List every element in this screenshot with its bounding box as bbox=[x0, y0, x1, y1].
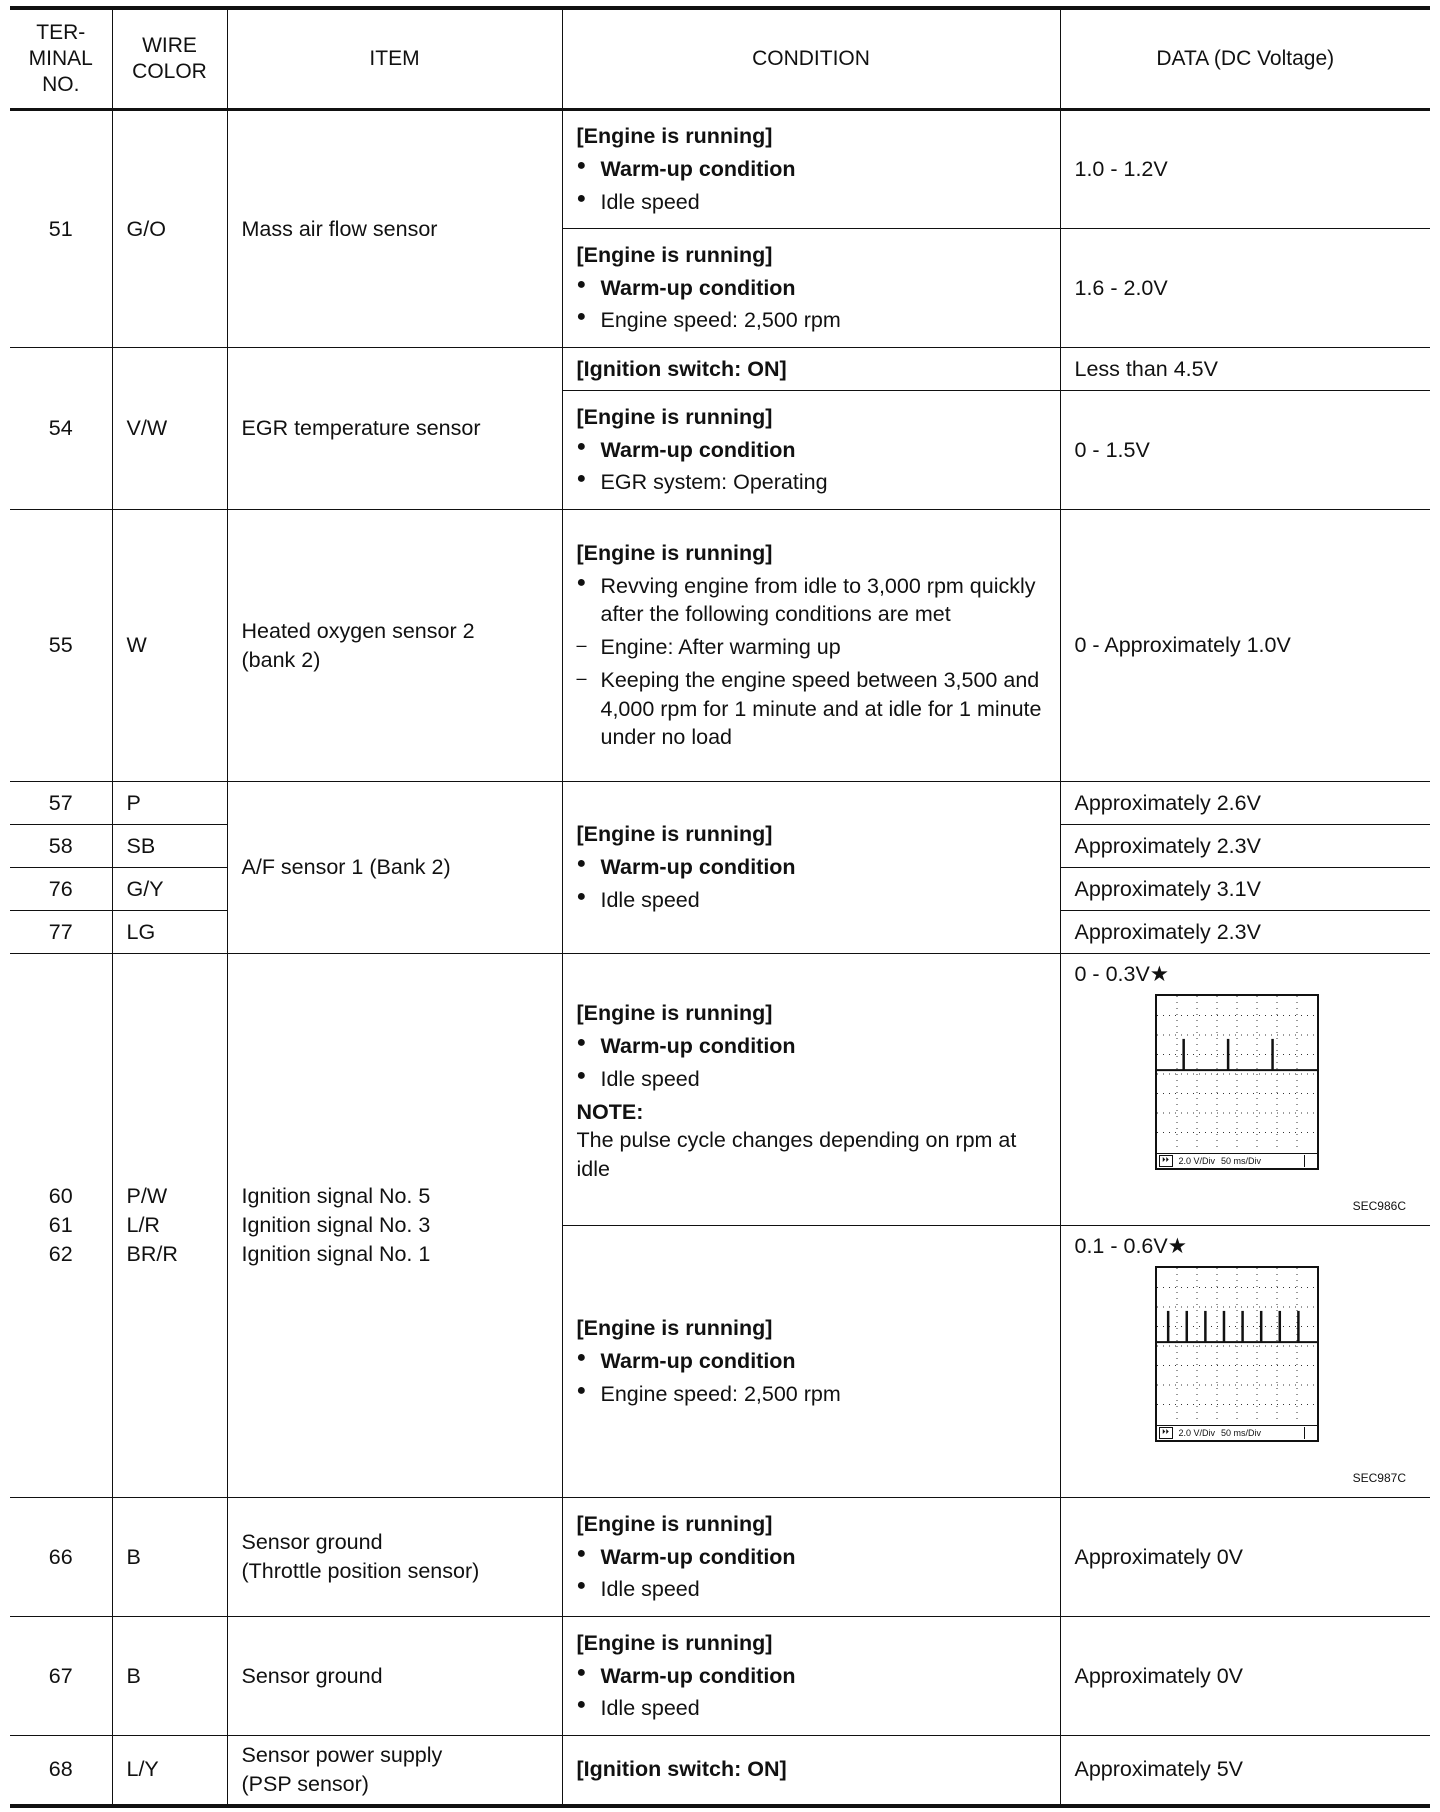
bullet: ● Warm-up condition bbox=[576, 437, 796, 462]
condition-header: [Engine is running] bbox=[576, 1630, 773, 1655]
condition-header: [Engine is running] bbox=[576, 1511, 773, 1536]
scope-label bbox=[1157, 1425, 1317, 1440]
wire-color-cell: P/W L/R BR/R bbox=[112, 954, 227, 1498]
bullet: ● Idle speed bbox=[576, 887, 700, 912]
wire-color-cell: B bbox=[112, 1617, 227, 1736]
data-cell: 0 - Approximately 1.0V bbox=[1060, 510, 1430, 782]
scope-box bbox=[1304, 1427, 1317, 1439]
bullet: ● Engine speed: 2,500 rpm bbox=[576, 1381, 841, 1406]
condition-cell bbox=[562, 510, 1060, 782]
data-cell bbox=[1060, 954, 1430, 1226]
data-cell: Approximately 5V bbox=[1060, 1736, 1430, 1806]
wire-color-cell: W bbox=[112, 510, 227, 782]
condition-cell bbox=[562, 348, 1060, 391]
table-row bbox=[10, 348, 1430, 391]
terminal-cell: 68 bbox=[10, 1736, 112, 1806]
probe-icon: ⏵⏵ bbox=[1159, 1427, 1173, 1439]
scope-time: 50 ms/Div bbox=[1221, 1427, 1262, 1438]
item-cell: Heated oxygen sensor 2 (bank 2) bbox=[227, 510, 562, 782]
data-cell: 1.6 - 2.0V bbox=[1060, 229, 1430, 348]
note-text: The pulse cycle changes depending on rpm at idle bbox=[576, 1128, 1017, 1182]
bullet: ● Warm-up condition bbox=[576, 157, 796, 182]
terminal-cell: 58 bbox=[10, 825, 112, 868]
bullet: ● Revving engine from idle to 3,000 rpm quickly after the following conditions are met bbox=[576, 573, 1036, 627]
wire-color-cell: B bbox=[112, 1498, 227, 1617]
sub-bullet: – Engine: After warming up bbox=[576, 635, 841, 660]
bullet: ● Idle speed bbox=[576, 1696, 700, 1721]
terminal-cell: 66 bbox=[10, 1498, 112, 1617]
scope-block bbox=[1074, 954, 1417, 1213]
table-row bbox=[10, 954, 1430, 1226]
bullet: ● EGR system: Operating bbox=[576, 470, 828, 495]
condition-header: [Engine is running] bbox=[576, 1316, 773, 1341]
condition-header: [Engine is running] bbox=[576, 540, 773, 565]
terminal-cell: 67 bbox=[10, 1617, 112, 1736]
wire-color-cell: L/Y bbox=[112, 1736, 227, 1806]
data-cell: Approximately 0V bbox=[1060, 1498, 1430, 1617]
bullet: ● Idle speed bbox=[576, 189, 700, 214]
condition-header: [Engine is running] bbox=[576, 124, 773, 149]
scope-block bbox=[1074, 1226, 1417, 1485]
table-row bbox=[10, 110, 1430, 229]
figure-reference: SEC986C bbox=[1352, 1198, 1406, 1213]
item-cell: Sensor power supply (PSP sensor) bbox=[227, 1736, 562, 1806]
figure-reference: SEC987C bbox=[1352, 1470, 1406, 1485]
ecm-terminal-table bbox=[10, 6, 1430, 1808]
condition-header: [Engine is running] bbox=[576, 822, 773, 847]
oscilloscope-figure bbox=[1155, 994, 1319, 1170]
terminal-cell: 54 bbox=[10, 348, 112, 510]
wire-color-cell: P bbox=[112, 782, 227, 825]
header-condition: CONDITION bbox=[562, 8, 1060, 110]
wire-color-cell: G/O bbox=[112, 110, 227, 348]
table-row bbox=[10, 1498, 1430, 1617]
bullet: ● Warm-up condition bbox=[576, 1544, 796, 1569]
wire-color-cell: LG bbox=[112, 911, 227, 954]
bullet: ● Idle speed bbox=[576, 1577, 700, 1602]
scope-box bbox=[1304, 1155, 1317, 1167]
condition-header: [Ignition switch: ON] bbox=[576, 1757, 787, 1782]
waveform-svg bbox=[1157, 996, 1317, 1152]
condition-cell bbox=[562, 110, 1060, 229]
item-cell: Sensor ground bbox=[227, 1617, 562, 1736]
condition-cell bbox=[562, 1226, 1060, 1498]
bullet: ● Engine speed: 2,500 rpm bbox=[576, 308, 841, 333]
terminal-cell: 77 bbox=[10, 911, 112, 954]
table-row bbox=[10, 782, 1430, 825]
data-cell: Approximately 2.6V bbox=[1060, 782, 1430, 825]
bullet: ● Idle speed bbox=[576, 1066, 700, 1091]
data-cell: Approximately 2.3V bbox=[1060, 911, 1430, 954]
condition-header: [Engine is running] bbox=[576, 1001, 773, 1026]
data-cell: Approximately 2.3V bbox=[1060, 825, 1430, 868]
item-cell: Mass air flow sensor bbox=[227, 110, 562, 348]
wire-color-cell: SB bbox=[112, 825, 227, 868]
wire-color-cell: G/Y bbox=[112, 868, 227, 911]
terminal-cell: 51 bbox=[10, 110, 112, 348]
scope-scale: 2.0 V/Div bbox=[1178, 1155, 1216, 1166]
scope-label bbox=[1157, 1153, 1317, 1168]
table-row bbox=[10, 1617, 1430, 1736]
data-cell: 1.0 - 1.2V bbox=[1060, 110, 1430, 229]
bullet: ● Warm-up condition bbox=[576, 1663, 796, 1688]
item-cell: Ignition signal No. 5 Ignition signal No. 3 Ignition signal No. 1 bbox=[227, 954, 562, 1498]
terminal-cell: 76 bbox=[10, 868, 112, 911]
scope-scale: 2.0 V/Div bbox=[1178, 1427, 1216, 1438]
sub-bullet: – Keeping the engine speed between 3,500 and 4,000 rpm for 1 minute and at idle for 1 minute under no load bbox=[576, 667, 1042, 750]
bullet: ● Warm-up condition bbox=[576, 275, 796, 300]
item-cell: Sensor ground (Throttle position sensor) bbox=[227, 1498, 562, 1617]
data-cell: Approximately 0V bbox=[1060, 1617, 1430, 1736]
header-terminal: TER- MINAL NO. bbox=[10, 8, 112, 110]
condition-cell bbox=[562, 954, 1060, 1226]
data-cell: Less than 4.5V bbox=[1060, 348, 1430, 391]
table-row bbox=[10, 1736, 1430, 1806]
header-wire-color: WIRE COLOR bbox=[112, 8, 227, 110]
condition-header: [Engine is running] bbox=[576, 242, 773, 267]
header-item: ITEM bbox=[227, 8, 562, 110]
oscilloscope-figure bbox=[1155, 1266, 1319, 1442]
scope-time: 50 ms/Div bbox=[1221, 1155, 1262, 1166]
note-label: NOTE: bbox=[576, 1099, 644, 1124]
table-row bbox=[10, 510, 1430, 782]
probe-icon: ⏵⏵ bbox=[1159, 1155, 1173, 1167]
header-row bbox=[10, 8, 1430, 110]
voltage-value: 0.1 - 0.6V★ bbox=[1074, 1234, 1187, 1258]
voltage-value: 0 - 0.3V★ bbox=[1074, 962, 1170, 986]
condition-header: [Ignition switch: ON] bbox=[576, 356, 787, 381]
terminal-cell: 55 bbox=[10, 510, 112, 782]
condition-cell bbox=[562, 782, 1060, 954]
terminal-cell: 60 61 62 bbox=[10, 954, 112, 1498]
wire-color-cell: V/W bbox=[112, 348, 227, 510]
condition-header: [Engine is running] bbox=[576, 404, 773, 429]
item-cell: A/F sensor 1 (Bank 2) bbox=[227, 782, 562, 954]
terminal-data-page bbox=[10, 6, 1430, 1808]
data-cell: Approximately 3.1V bbox=[1060, 868, 1430, 911]
bullet: ● Warm-up condition bbox=[576, 1033, 796, 1058]
bullet: ● Warm-up condition bbox=[576, 855, 796, 880]
condition-cell bbox=[562, 1736, 1060, 1806]
condition-cell bbox=[562, 391, 1060, 510]
condition-cell bbox=[562, 1498, 1060, 1617]
bullet: ● Warm-up condition bbox=[576, 1349, 796, 1374]
data-cell bbox=[1060, 1226, 1430, 1498]
header-data: DATA (DC Voltage) bbox=[1060, 8, 1430, 110]
waveform-svg bbox=[1157, 1268, 1317, 1424]
condition-cell bbox=[562, 1617, 1060, 1736]
data-cell: 0 - 1.5V bbox=[1060, 391, 1430, 510]
condition-cell bbox=[562, 229, 1060, 348]
item-cell: EGR temperature sensor bbox=[227, 348, 562, 510]
terminal-cell: 57 bbox=[10, 782, 112, 825]
